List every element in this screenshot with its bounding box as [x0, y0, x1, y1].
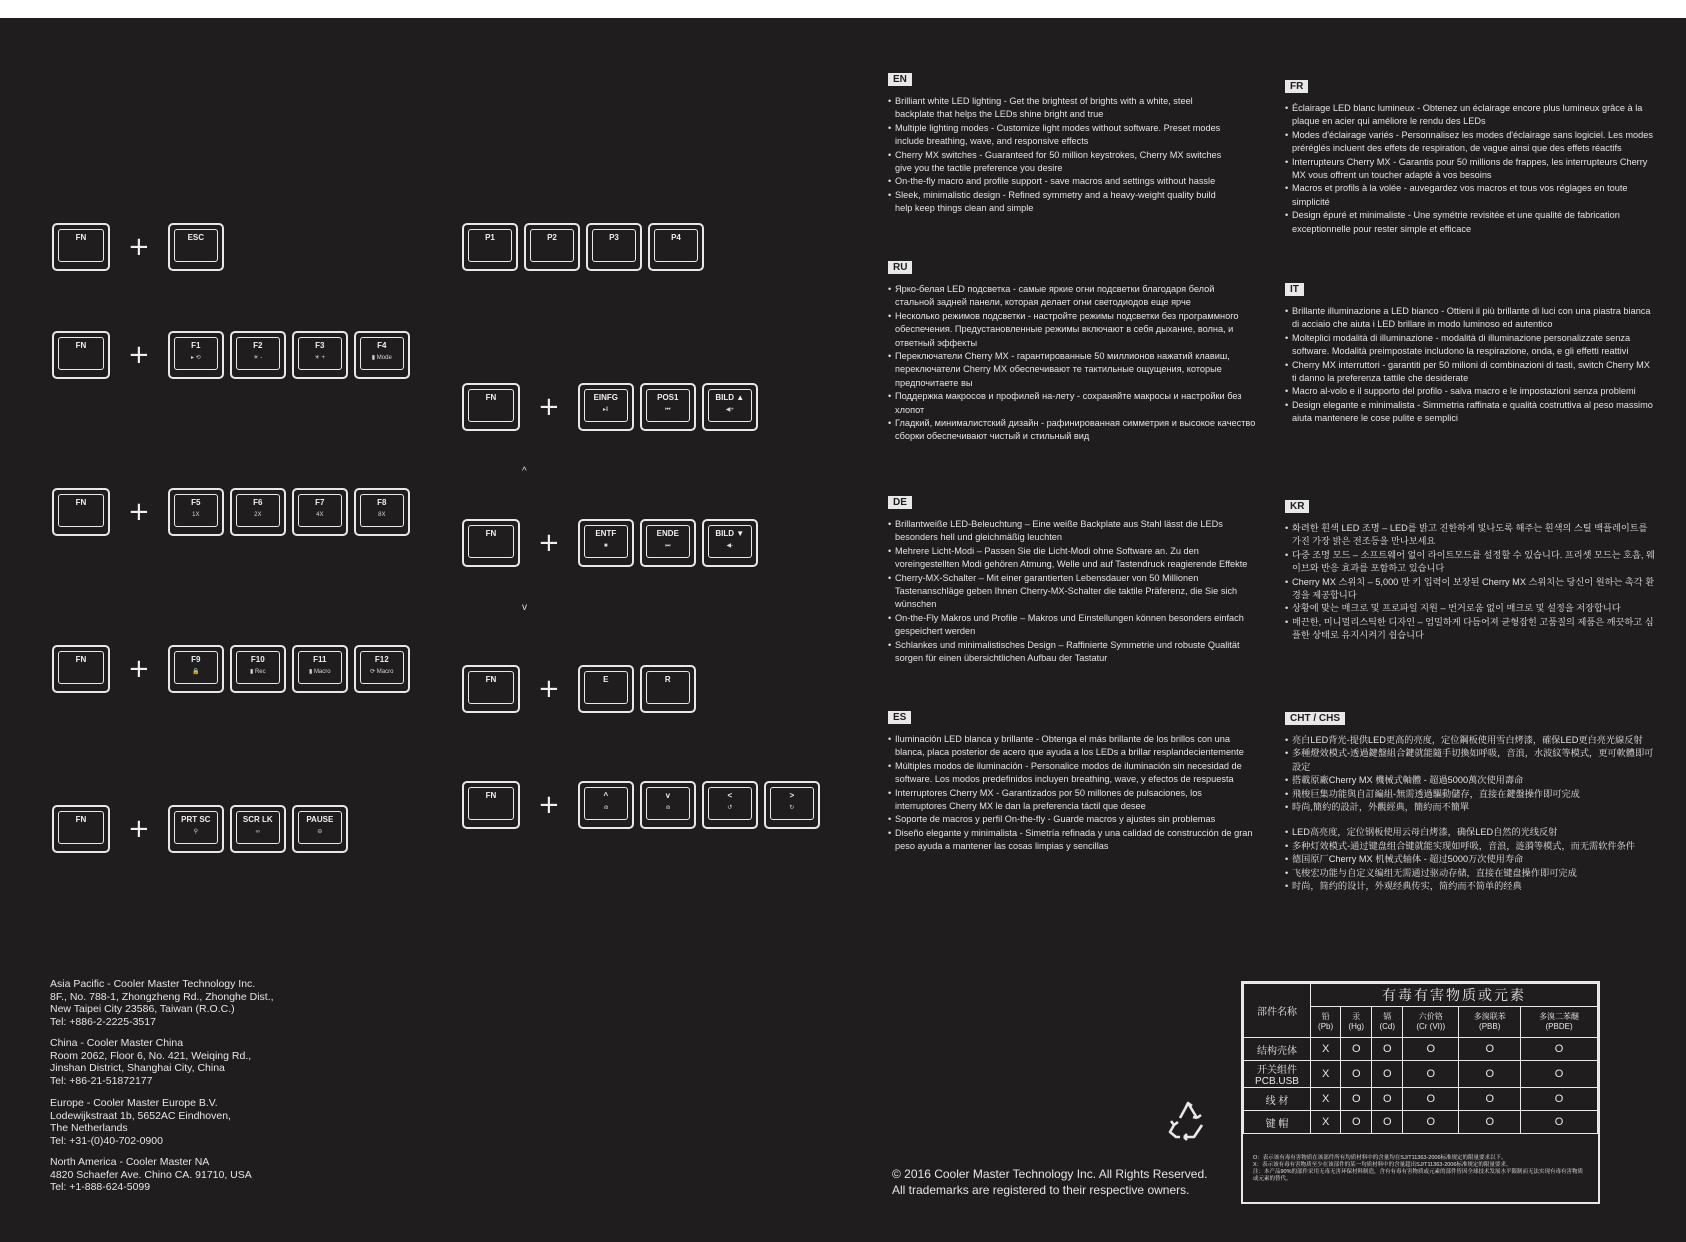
- substance-column-header: [1459, 1007, 1521, 1038]
- feature-item: • Diseño elegante y minimalista - Simetría refinada y una calidad de construcción de gran peso ayuda a mantener las cosas limpias y sencillas: [888, 827, 1256, 854]
- shortcut-row: [52, 488, 416, 536]
- table-row: [1244, 1088, 1598, 1111]
- key-label: F9: [191, 655, 201, 664]
- feature-item: • LED高亮度，定位钢板使用云母白烤漆，确保LED自然的光线反射: [1285, 826, 1657, 839]
- key-label: FN: [485, 529, 497, 538]
- substance-mark: O: [1521, 1061, 1598, 1088]
- substance-mark: O: [1341, 1088, 1372, 1111]
- key-fn: [52, 488, 110, 536]
- feature-item: • 時尚,簡約的設計，外觀經典，簡約而不簡單: [1285, 801, 1657, 814]
- key-f7: [292, 488, 348, 536]
- manual-sheet: [0, 18, 1686, 1242]
- key-label: FN: [75, 341, 87, 350]
- address-line: North America - Cooler Master NA: [50, 1156, 210, 1168]
- key-function-icon: ↺: [727, 805, 733, 811]
- feature-item: • Brillantweiße LED-Beleuchtung – Eine weiße Backplate aus Stahl lässt die LEDs besonders hell und gleichmäßig leuchten: [888, 518, 1256, 545]
- key-entf: [578, 519, 634, 567]
- substance-symbol: (PBB): [1479, 1022, 1501, 1031]
- substance-name: 汞: [1352, 1012, 1361, 1021]
- feature-item: • Macros et profils à la volée - auvegardez vos macros et tous vos réglages en toute simplicité: [1285, 182, 1657, 209]
- plus-sign: +: [538, 674, 560, 704]
- key-function-icon: ▮ Rec: [249, 669, 266, 675]
- key-f3: [292, 331, 348, 379]
- copyright-line: © 2016 Cooler Master Technology Inc. All Rights Reserved.: [892, 1167, 1208, 1181]
- substance-symbol: (Cr (VI)): [1416, 1022, 1446, 1031]
- key-e: [578, 665, 634, 713]
- table-row: [1244, 1111, 1598, 1134]
- key-function-icon: ⟳ Macro: [370, 669, 394, 675]
- key--: [764, 781, 820, 829]
- feature-item: • Cherry MX 스위치 – 5,000 만 키 입력이 보장된 Cherry MX 스위치는 당신이 원하는 촉각 환경을 제공합니다: [1285, 576, 1657, 603]
- key-label: F1: [191, 341, 201, 350]
- key-v: [640, 781, 696, 829]
- feature-item: • On-the-Fly Makros und Profile – Makros und Einstellungen können besonders einfach gespeichert werden: [888, 612, 1256, 639]
- key-function-icon: ◀+: [725, 407, 734, 413]
- key-fn: [52, 645, 110, 693]
- hazard-table-title: 有毒有害物质或元素: [1311, 984, 1598, 1007]
- plus-sign: +: [128, 497, 150, 527]
- substance-name: 六价铬: [1418, 1012, 1443, 1021]
- address-line: Tel: +886-2-2225-3517: [50, 1015, 156, 1028]
- key-function-icon: ▸‖: [603, 407, 609, 413]
- part-name: 键 帽: [1244, 1111, 1311, 1134]
- key-label: PRT SC: [181, 815, 211, 824]
- key-label: FN: [75, 498, 87, 507]
- key-label: POS1: [657, 393, 679, 402]
- key-function-icon: 1X: [192, 512, 200, 518]
- key-label: E: [603, 675, 609, 684]
- key-function-icon: 4X: [316, 512, 324, 518]
- feature-list: [1285, 305, 1657, 426]
- key-label: <: [727, 791, 733, 800]
- key-f8: [354, 488, 410, 536]
- key-bild-: [702, 383, 758, 431]
- feature-list: [888, 95, 1233, 216]
- feature-item: • Soporte de macros y perfil On-the-fly - Guarde macros y ajustes sin problemas: [888, 813, 1256, 826]
- feature-item: • Macro al-volo e il supporto del profilo - salva macro e le impostazioni senza problemi: [1285, 385, 1657, 398]
- key-label: F2: [253, 341, 263, 350]
- key-f4: [354, 331, 410, 379]
- key-pause: [292, 805, 348, 853]
- address-line: Room 2062, Floor 6, No. 421, Weiqing Rd.,: [50, 1049, 252, 1062]
- key-label: FN: [485, 393, 497, 402]
- address-line: Europe - Cooler Master Europe B.V.: [50, 1097, 218, 1109]
- key-f10: [230, 645, 286, 693]
- key-label: F8: [377, 498, 387, 507]
- plus-sign: +: [128, 232, 150, 262]
- key-label: R: [664, 675, 671, 684]
- key-label: F10: [250, 655, 265, 664]
- key-scr-lk: [230, 805, 286, 853]
- key-label: EINFG: [593, 393, 619, 402]
- key-function-icon: 🔒: [192, 669, 200, 675]
- key-einfg: [578, 383, 634, 431]
- shortcut-row: [462, 383, 764, 431]
- plus-sign: +: [538, 528, 560, 558]
- address-line: 8F., No. 788-1, Zhongzheng Rd., Zhonghe Dist.,: [50, 990, 274, 1003]
- substance-column-header: [1341, 1007, 1372, 1038]
- key-p2: [524, 223, 580, 271]
- feature-item: • Cherry-MX-Schalter – Mit einer garantierten Lebensdauer von 50 Millionen Tastenanschläge geben Ihnen Cherry-MX-Schalter die taktile Präferenz, die Sie sich wünschen: [888, 572, 1256, 612]
- part-name: 线 材: [1244, 1088, 1311, 1111]
- key-fn: [462, 383, 520, 431]
- part-name-header: 部件名称: [1244, 984, 1311, 1038]
- key-fn: [52, 331, 110, 379]
- part-name: 开关组件 PCB.USB: [1244, 1061, 1311, 1088]
- plus-sign: +: [128, 814, 150, 844]
- address-block: [50, 1037, 251, 1087]
- feature-item: • 时尚，简约的设计，外观经典传实，简约而不简单的经典: [1285, 880, 1657, 893]
- key-label: FN: [485, 675, 497, 684]
- key-function-icon: ☀ +: [314, 355, 326, 361]
- plus-sign: +: [538, 790, 560, 820]
- arrow-down-indicator: v: [522, 602, 527, 613]
- plus-sign: +: [538, 392, 560, 422]
- substance-mark: O: [1341, 1038, 1372, 1061]
- feature-item: • Гладкий, минималистский дизайн - рафинированная симметрия и высокое качество сборки обеспечивают чистый и стильный вид: [888, 417, 1256, 444]
- language-tag: ES: [888, 711, 911, 724]
- substance-mark: X: [1311, 1088, 1341, 1111]
- table-row: [1244, 1038, 1598, 1061]
- substance-mark: O: [1341, 1061, 1372, 1088]
- key-label: F6: [253, 498, 263, 507]
- substance-name: 多溴二苯醚: [1539, 1012, 1580, 1021]
- feature-item: • Interrupteurs Cherry MX - Garantis pour 50 millions de frappes, les interrupteurs Cherry MX vous offrent un toucher adapté à vos besoins: [1285, 156, 1657, 183]
- language-block-ru: [888, 261, 1256, 444]
- key-function-icon: 8X: [378, 512, 386, 518]
- feature-item: • 다중 조명 모드 – 소프트웨어 없이 라이트모드를 설정할 수 있습니다. 프리셋 모드는 호흡, 웨이브와 반응 효과를 포함하고 있습니다: [1285, 549, 1657, 576]
- shortcut-row: [52, 805, 354, 853]
- feature-item: • 德国原厂Cherry MX 机械式轴体 - 超过5000万次使用寿命: [1285, 853, 1657, 866]
- feature-item: • Iluminación LED blanca y brillante - Obtenga el más brillante de los brillos con una blanca, placa posterior de acero que ayuda a los LEDs a brillar resplandecientemente: [888, 733, 1256, 760]
- key-function-icon: ☀ -: [253, 355, 263, 361]
- shortcut-row: [52, 331, 416, 379]
- key-r: [640, 665, 696, 713]
- key-f6: [230, 488, 286, 536]
- key-function-icon: 2X: [254, 512, 262, 518]
- address-line: China - Cooler Master China: [50, 1037, 184, 1049]
- key-fn: [52, 805, 110, 853]
- key-label: F7: [315, 498, 325, 507]
- key-label: PAUSE: [306, 815, 334, 824]
- shortcut-row: [462, 223, 710, 271]
- key-function-icon: ര: [603, 805, 608, 811]
- substance-mark: O: [1341, 1111, 1372, 1134]
- substance-mark: O: [1521, 1111, 1598, 1134]
- feature-item: • Brillante illuminazione a LED bianco - Ottieni il più brillante di luci con una piastra bianca di acciaio che aiuta i LED brillare in modo luminoso ed autentico: [1285, 305, 1657, 332]
- substance-mark: O: [1521, 1038, 1598, 1061]
- key-pos1: [640, 383, 696, 431]
- hazard-note: O：表示该有毒有害物质在该部件所有均质材料中的含量均在SJ/T11363-2006标准规定的限量要求以下。: [1253, 1155, 1507, 1161]
- key-function-icon: ▮ Macro: [308, 669, 331, 675]
- key-label: FN: [75, 233, 87, 242]
- feature-item: • Design elegante e minimalista - Simmetria raffinata e qualità costruttiva al peso massimo aiuta mantenere le cose pulite e semplici: [1285, 399, 1657, 426]
- feature-list: [888, 733, 1256, 854]
- substance-symbol: (Hg): [1348, 1022, 1365, 1031]
- feature-item: • Sleek, minimalistic design - Refined symmetry and a heavy-weight quality build help keep things clean and simple: [888, 189, 1233, 216]
- key-f12: [354, 645, 410, 693]
- key-f1: [168, 331, 224, 379]
- address-line: Tel: +86-21-51872177: [50, 1074, 153, 1087]
- substance-name: 镉: [1383, 1012, 1392, 1021]
- key-bild-: [702, 519, 758, 567]
- feature-item: • 亮白LED背光-提供LED更高的亮度，定位鋼板使用雪白烤漆，確保LED更白亮光線反射: [1285, 734, 1657, 747]
- key-label: P1: [485, 233, 495, 242]
- key-function-icon: ∞: [255, 829, 260, 835]
- feature-item: • 상황에 맞는 매크로 및 프로파일 지원 – 번거로움 없이 매크로 및 설정을 저장합니다: [1285, 602, 1657, 615]
- key-f11: [292, 645, 348, 693]
- key-label: F12: [374, 655, 389, 664]
- trademark-line: All trademarks are registered to their respective owners.: [892, 1183, 1190, 1197]
- key-prt-sc: [168, 805, 224, 853]
- key-fn: [52, 223, 110, 271]
- key-label: FN: [75, 655, 87, 664]
- plus-sign: +: [128, 340, 150, 370]
- key-function-icon: ⊖: [317, 829, 323, 835]
- feature-item: • Interruptores Cherry MX - Garantizados por 50 millones de pulsaciones, los interruptores Cherry MX le dan la preferencia táctil que desee: [888, 787, 1256, 814]
- substance-column-header: [1372, 1007, 1403, 1038]
- key-esc: [168, 223, 224, 271]
- key-f5: [168, 488, 224, 536]
- language-tag: KR: [1285, 500, 1309, 513]
- key-function-icon: ↻: [789, 805, 795, 811]
- language-tag: RU: [888, 261, 912, 274]
- feature-item: • Переключатели Cherry MX - гарантированные 50 миллионов нажатий клавиш, переключатели Cherry MX обеспечивают те тактильные ощущения, которые предпочитаете вы: [888, 350, 1256, 390]
- key-function-icon: ⚲: [193, 829, 198, 835]
- language-block-kr: [1285, 500, 1657, 643]
- language-tag: CHT / CHS: [1285, 712, 1345, 725]
- substance-mark: O: [1403, 1038, 1459, 1061]
- feature-item: • Cherry MX interruttori - garantiti per 50 milioni di combinazioni di tasti, switch Cherry MX ti danno la preferenza tattile che desiderate: [1285, 359, 1657, 386]
- substance-mark: O: [1372, 1061, 1403, 1088]
- key--: [702, 781, 758, 829]
- address-line: Jinshan District, Shanghai City, China: [50, 1062, 225, 1075]
- feature-item: • 매끈한, 미니멀리스틱한 디자인 – 엄밀하게 다듬어져 균형잡힌 고품질의 제품은 깨끗하고 심플한 상태로 유지시켜기 쉽습니다: [1285, 616, 1657, 643]
- language-block-cht-chs: [1285, 712, 1657, 893]
- substance-mark: O: [1372, 1111, 1403, 1134]
- plus-sign: +: [128, 654, 150, 684]
- key-p1: [462, 223, 518, 271]
- feature-list: [888, 283, 1256, 444]
- copyright-notice: [892, 1166, 1207, 1198]
- address-line: 4820 Schaefer Ave. Chino CA. 91710, USA: [50, 1168, 252, 1181]
- recycle-icon: [1166, 1098, 1210, 1142]
- key-fn: [462, 781, 520, 829]
- substance-mark: O: [1403, 1111, 1459, 1134]
- substance-name: 铅: [1321, 1012, 1330, 1021]
- substance-mark: O: [1372, 1038, 1403, 1061]
- key-label: ESC: [187, 233, 205, 242]
- language-block-en: [888, 73, 1233, 216]
- substance-mark: O: [1403, 1061, 1459, 1088]
- feature-item: • 飞梭宏功能与自定义编组无需通过驱动存储，直接在键盘操作即可完成: [1285, 867, 1657, 880]
- address-line: New Taipei City 23586, Taiwan (R.O.C.): [50, 1003, 235, 1016]
- part-name: 结构壳体: [1244, 1038, 1311, 1061]
- substance-symbol: (Cd): [1379, 1022, 1396, 1031]
- feature-list: [1285, 734, 1657, 893]
- feature-item: • 多种灯效模式-通过键盘组合键就能实现如呼吸，音浪，涟漪等模式，而无需软件条件: [1285, 840, 1657, 853]
- key-label: F11: [313, 655, 327, 664]
- shortcut-row: [52, 223, 230, 271]
- substance-mark: O: [1459, 1061, 1521, 1088]
- feature-item: • Múltiples modos de iluminación - Personalice modos de iluminación sin necesidad de software. Los modos predefinidos incluyen breathing, wave, y efectos de respuesta: [888, 760, 1256, 787]
- key-function-icon: ര: [665, 805, 670, 811]
- key-function-icon: ▮ Mode: [371, 355, 392, 361]
- language-tag: IT: [1285, 283, 1304, 296]
- key-function-icon: ◀-: [726, 543, 734, 549]
- language-tag: EN: [888, 73, 912, 86]
- feature-item: • Несколько режимов подсветки - настройте режимы подсветки без программного обеспечения. Предустановленные режимы включают в себя дыхание, волна, и ответный эффекты: [888, 310, 1256, 350]
- key-f9: [168, 645, 224, 693]
- address-line: Asia Pacific - Cooler Master Technology Inc.: [50, 978, 256, 990]
- key-label: P4: [671, 233, 681, 242]
- feature-item: • Cherry MX switches - Guaranteed for 50 million keystrokes, Cherry MX switches give you the tactile preference you desire: [888, 149, 1233, 176]
- feature-item: • 搭載原廠Cherry MX 機械式軸體 - 超過5000萬次使用壽命: [1285, 774, 1657, 787]
- substance-symbol: (PBDE): [1545, 1022, 1573, 1031]
- key-f2: [230, 331, 286, 379]
- feature-item: • 多種燈效模式-透過鍵盤組合鍵就能隨手切換如呼吸，音浪，水波紋等模式，更可軟體即可設定: [1285, 747, 1657, 774]
- address-line: The Netherlands: [50, 1122, 128, 1135]
- key-label: P3: [609, 233, 619, 242]
- key-function-icon: ⏮: [665, 407, 671, 413]
- feature-list: [1285, 522, 1657, 643]
- feature-item: • Éclairage LED blanc lumineux - Obtenez un éclairage encore plus lumineux grâce à la plaque en acier qui améliore le rendu des LEDs: [1285, 102, 1657, 129]
- address-line: Lodewijkstraat 1b, 5652AC Eindhoven,: [50, 1109, 231, 1122]
- feature-item: • Design épuré et minimaliste - Une symétrie revisitée et une qualité de fabrication exceptionnelle pour rester simple et efficace: [1285, 209, 1657, 236]
- key-label: ENDE: [656, 529, 679, 538]
- hazard-note: X：表示该有毒有害物质至少在该部件的某一均质材料中的含量超出SJ/T11363-2006标准规定的限量要求。: [1253, 1162, 1512, 1168]
- substance-symbol: (Pb): [1318, 1022, 1334, 1031]
- substance-mark: X: [1311, 1111, 1341, 1134]
- feature-list: [888, 518, 1256, 665]
- feature-item: • Поддержка макросов и профилей на-лету - сохраняйте макросы и настройки без хлопот: [888, 390, 1256, 417]
- substance-mark: O: [1372, 1088, 1403, 1111]
- substance-column-header: [1311, 1007, 1341, 1038]
- feature-item: • 飛梭巨集功能與自訂編組-無需透過驅動儲存，直接在鍵盤操作即可完成: [1285, 788, 1657, 801]
- substance-mark: O: [1459, 1111, 1521, 1134]
- key-label: F5: [191, 498, 201, 507]
- hazard-note: 注：本产品90%的部件采用无毒无害环保材料制造，含有有毒有害物质或元素的部件皆因全球技术发展水平限制而无法实现有毒有害物质或元素的替代。: [1253, 1169, 1584, 1182]
- shortcut-row: [462, 665, 702, 713]
- feature-item: • Modes d'éclairage variés - Personnalisez les modes d'éclairage sans logiciel. Les modes préréglés incluent des effets de respiration, de vague ainsi que des effets réactifs: [1285, 129, 1657, 156]
- key-label: FN: [75, 815, 87, 824]
- hazard-notes: [1253, 1155, 1583, 1183]
- substance-mark: O: [1459, 1088, 1521, 1111]
- key-label: ^: [603, 791, 609, 800]
- shortcut-row: [52, 645, 416, 693]
- substance-name: 多溴联苯: [1473, 1012, 1506, 1021]
- address-block: [50, 978, 274, 1028]
- feature-item: • Multiple lighting modes - Customize light modes without software. Preset modes include breathing, wave, and responsive effects: [888, 122, 1233, 149]
- key--: [578, 781, 634, 829]
- key-label: F3: [315, 341, 325, 350]
- feature-item: • On-the-fly macro and profile support - save macros and settings without hassle: [888, 175, 1233, 188]
- language-tag: DE: [888, 496, 912, 509]
- key-p3: [586, 223, 642, 271]
- arrow-up-indicator: ^: [522, 466, 527, 477]
- key-label: ENTF: [595, 529, 617, 538]
- key-label: >: [789, 791, 795, 800]
- substance-column-header: [1521, 1007, 1598, 1038]
- key-label: F4: [377, 341, 387, 350]
- feature-list: [1285, 102, 1657, 236]
- feature-item: • Brilliant white LED lighting - Get the brightest of brights with a white, steel backplate that helps the LEDs shine bright and true: [888, 95, 1233, 122]
- substance-mark: X: [1311, 1038, 1341, 1061]
- key-function-icon: ■: [603, 543, 608, 549]
- key-label: BILD ▼: [715, 529, 745, 538]
- key-label: P2: [547, 233, 557, 242]
- table-row: [1244, 1061, 1598, 1088]
- substance-column-header: [1403, 1007, 1459, 1038]
- key-function-icon: ⏭: [665, 543, 671, 549]
- address-line: Tel: +31-(0)40-702-0900: [50, 1134, 163, 1147]
- address-line: Tel: +1-888-624-5099: [50, 1181, 151, 1194]
- address-block: [50, 1097, 231, 1147]
- substance-mark: X: [1311, 1061, 1341, 1088]
- substance-mark: O: [1521, 1088, 1598, 1111]
- key-label: BILD ▲: [715, 393, 745, 402]
- key-function-icon: ▸ ⟲: [190, 355, 201, 361]
- shortcut-row: [462, 781, 826, 829]
- key-fn: [462, 519, 520, 567]
- language-tag: FR: [1285, 80, 1308, 93]
- feature-item: • Ярко-белая LED подсветка - самые яркие огни подсветки благодаря белой стальной задней панели, которая делает огни светодиодов еще ярче: [888, 283, 1256, 310]
- hazardous-substances-table: [1241, 981, 1600, 1204]
- feature-item: • Mehrere Licht-Modi – Passen Sie die Licht-Modi ohne Software an. Zu den voreingestellten Modi gehören Atmung, Welle und auf Tastendruck reagierende Effekte: [888, 545, 1256, 572]
- key-label: v: [665, 791, 671, 800]
- key-p4: [648, 223, 704, 271]
- feature-item: • 화려한 흰색 LED 조명 – LED를 밝고 진한하게 빛나도록 해주는 흰색의 스틸 백플레이트를 가진 가장 밝은 전조등을 만나보세요: [1285, 522, 1657, 549]
- substance-mark: O: [1403, 1088, 1459, 1111]
- key-label: FN: [485, 791, 497, 800]
- language-block-es: [888, 711, 1256, 854]
- language-block-fr: [1285, 80, 1657, 236]
- substance-mark: O: [1459, 1038, 1521, 1061]
- language-block-it: [1285, 283, 1657, 426]
- feature-item: • Schlankes und minimalistisches Design – Raffinierte Symmetrie und robuste Qualität sorgen für einen übersichtlichen Aufbau der Tastatur: [888, 639, 1256, 666]
- feature-item: • Molteplici modalità di illuminazione - modalità di illuminazione personalizzate senza software. Modalità preimpostate includono la respirazione, onda, e gli effetti reattivi: [1285, 332, 1657, 359]
- language-block-de: [888, 496, 1256, 665]
- key-fn: [462, 665, 520, 713]
- address-block: [50, 1156, 252, 1194]
- key-label: SCR LK: [242, 815, 273, 824]
- key-ende: [640, 519, 696, 567]
- shortcut-row: [462, 519, 764, 567]
